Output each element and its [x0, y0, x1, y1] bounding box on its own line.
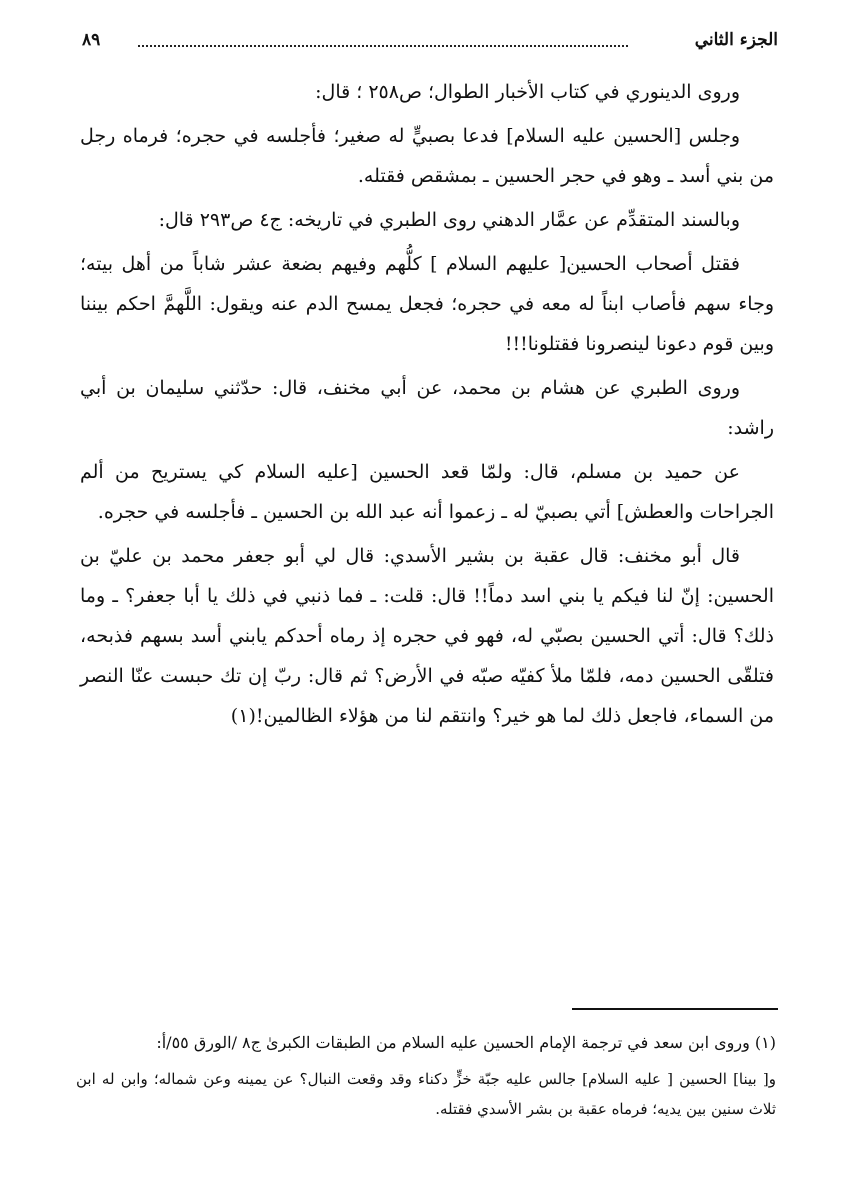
paragraph: قال أبو مخنف: قال عقبة بن بشير الأسدي: قال لي أبو جعفر محمد بن عليّ بن الحسين: إنّ لنا فيكم يا بني اسد دماً!! قال: قلت: ـ فما ذنبي في ذلك يا أبا جعفر؟ ـ وما ذلك؟ قال: أتي الحسين بصبّي له، فهو في حجره إذ رماه أحدكم يابني أسد بسهم فذبحه، فتلقّى الحسين دمه، فلمّا ملأ كفيّه صبّه في الأرض؟ ثم قال: ربّ إن تك حبست عنّا النصر من السماء، فاجعل ذلك لما هو خير؟ وانتقم لنا من هؤلاء الظالمين!(١)	[80, 545, 774, 727]
main-text	[80, 72, 774, 740]
paragraph: عن حميد بن مسلم، قال: ولمّا قعد الحسين [عليه السلام كي يستريح من ألم الجراحات والعطش] أتي بصبيّ له ـ زعموا أنه عبد الله بن الحسين ـ فأجلسه في حجره.	[80, 461, 774, 523]
paragraph: فقتل أصحاب الحسين[ عليهم السلام ] كلُّهم وفيهم بضعة عشر شاباً من أهل بيته؛ وجاء سهم فأصاب ابناً له معه في حجره؛ فجعل يمسح الدم عنه ويقول: اللَّهمَّ احكم بيننا وبين قوم دعونا لينصرونا فقتلونا!!!	[80, 253, 774, 355]
header-dot-leader	[138, 45, 628, 47]
paragraph: وروى الدينوري في كتاب الأخبار الطوال؛ ص٢٥٨ ؛ قال:	[315, 81, 740, 103]
running-header	[82, 30, 778, 60]
paragraph: وروى الطبري عن هشام بن محمد، عن أبي مخنف، قال: حدّثني سليمان بن أبي راشد:	[80, 377, 774, 439]
volume-title: الجزء الثاني	[694, 30, 778, 50]
footnote-divider	[572, 1008, 778, 1010]
footnote: (١) وروى ابن سعد في ترجمة الإمام الحسين عليه السلام من الطبقات الكبرىٰ ج٨ /الورق ٥٥/أ:	[156, 1033, 776, 1052]
paragraph: وبالسند المتقدِّم عن عمَّار الدهني روى الطبري في تاريخه: ج٤ ص٢٩٣ قال:	[158, 209, 740, 231]
footnotes	[76, 1026, 776, 1124]
footnote-continuation: و[ بينا] الحسين [ عليه السلام] جالس عليه جبّة خزٍّ دكناء وقد وقعت النبال؟ عن يمينه وعن شماله؛ وابن له ابن ثلاث سنين بين يديه؛ فرماه عقبة بن بشر الأسدي فقتله.	[76, 1070, 776, 1118]
paragraph: وجلس [الحسين عليه السلام] فدعا بصبيٍّ له صغير؛ فأجلسه في حجره؛ فرماه رجل من بني أسد ـ وهو في حجر الحسين ـ بمشقص فقتله.	[80, 125, 774, 187]
page-number: ٨٩	[82, 30, 101, 50]
